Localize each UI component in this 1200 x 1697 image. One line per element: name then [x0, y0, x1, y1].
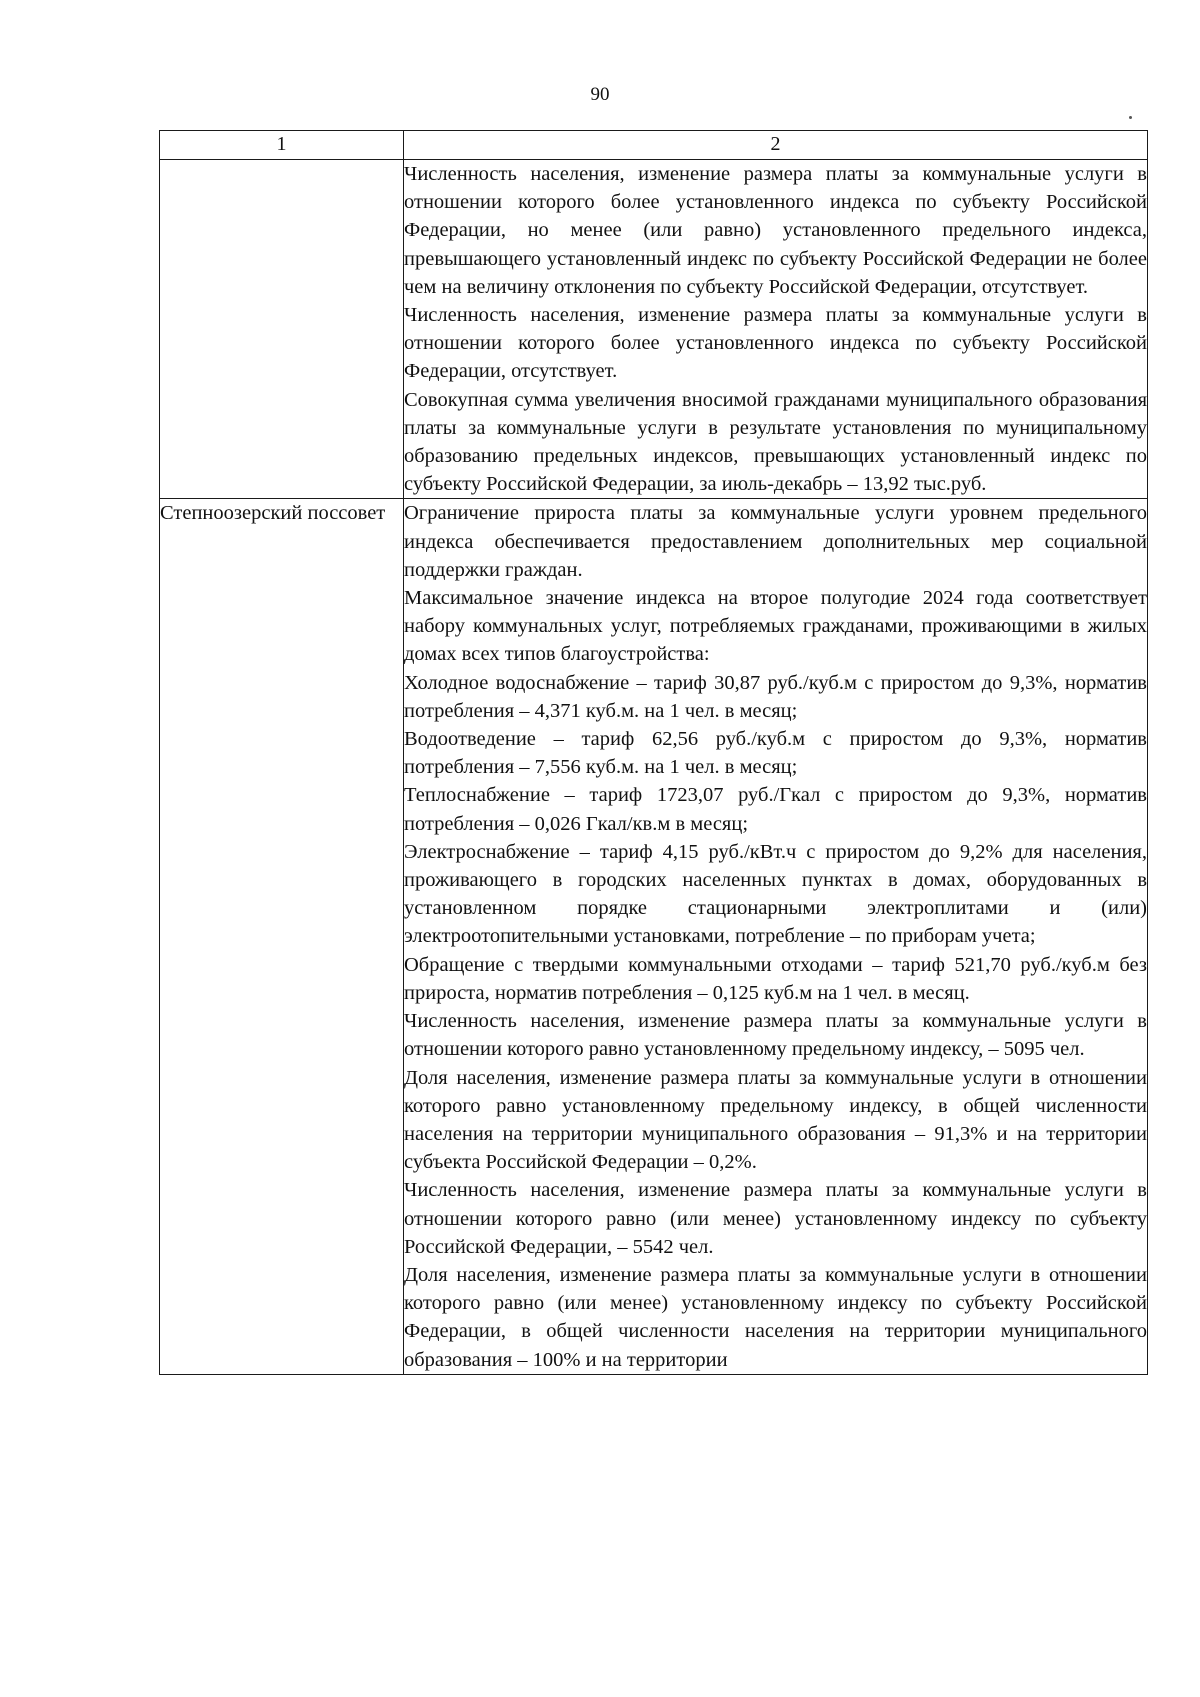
- header-col-1: 1: [160, 131, 404, 160]
- table-row-continued: [160, 160, 1148, 499]
- paragraph: Ограничение прироста платы за коммунальные услуги уровнем предельного индекса обеспечивается предоставлением дополнительных мер социальной поддержки граждан.: [404, 502, 1147, 581]
- paragraph: Численность населения, изменение размера платы за коммунальные услуги в отношении которого более установленного индекса по субъекту Российской Федерации, отсутствует.: [404, 304, 1147, 383]
- header-col-2: 2: [404, 131, 1148, 160]
- paragraph: Холодное водоснабжение – тариф 30,87 руб./куб.м с приростом до 9,3%, норматив потребления – 4,371 куб.м. на 1 чел. в месяц;: [404, 671, 1147, 722]
- indices-table: [159, 130, 1148, 1375]
- paragraph: Теплоснабжение – тариф 1723,07 руб./Гкал с приростом до 9,3%, норматив потребления – 0,026 Гкал/кв.м в месяц;: [404, 784, 1147, 835]
- paragraph: Электроснабжение – тариф 4,15 руб./кВт.ч с приростом до 9,2% для населения, проживающего в городских населенных пунктах в домах, оборудованных в установленном порядке стационарными электроплитами и (или) электроотопительными установками, потребление – по приборам учета;: [404, 840, 1147, 948]
- continued-content-cell: [404, 160, 1148, 499]
- paragraph: Обращение с твердыми коммунальными отходами – тариф 521,70 руб./куб.м без прироста, норматив потребления – 0,125 куб.м на 1 чел. в месяц.: [404, 953, 1147, 1004]
- table-header-row: [160, 131, 1148, 160]
- paragraph: Доля населения, изменение размера платы за коммунальные услуги в отношении которого равно (или менее) установленному индексу по субъекту Российской Федерации, в общей численности населения на территории муниципального образования – 100% и на территории: [404, 1263, 1147, 1371]
- scan-dot-mark: [1129, 116, 1132, 119]
- paragraph: Численность населения, изменение размера платы за коммунальные услуги в отношении которого равно установленному предельному индексу, – 5095 чел.: [404, 1010, 1147, 1061]
- paragraph: Максимальное значение индекса на второе полугодие 2024 года соответствует набору коммунальных услуг, потребляемых гражданами, проживающими в жилых домах всех типов благоустройства:: [404, 587, 1147, 666]
- empty-name-cell: [160, 160, 404, 499]
- paragraph: Численность населения, изменение размера платы за коммунальные услуги в отношении которого равно (или менее) установленному индексу по субъекту Российской Федерации, – 5542 чел.: [404, 1179, 1147, 1258]
- paragraph: Доля населения, изменение размера платы за коммунальные услуги в отношении которого равно установленному предельному индексу, в общей численности населения на территории муниципального образования – 91,3% и на территории субъекта Российской Федерации – 0,2%.: [404, 1066, 1147, 1174]
- table-row-stepnoozersky: [160, 499, 1148, 1374]
- paragraph: Водоотведение – тариф 62,56 руб./куб.м с приростом до 9,3%, норматив потребления – 7,556 куб.м. на 1 чел. в месяц;: [404, 728, 1147, 779]
- municipality-content-cell: [404, 499, 1148, 1374]
- paragraph: Численность населения, изменение размера платы за коммунальные услуги в отношении которого более установленного индекса по субъекту Российской Федерации, но менее (или равно) установленного предельного индекса, превышающего установленный индекс по субъекту Российской Федерации не более чем на величину отклонения по субъекту Российской Федерации, отсутствует.: [404, 163, 1147, 298]
- page-number: 90: [590, 84, 610, 105]
- paragraph: Совокупная сумма увеличения вносимой гражданами муниципального образования платы за коммунальные услуги в результате установления по муниципальному образованию предельных индексов, превышающих установленный индекс по субъекту Российской Федерации, за июль-декабрь – 13,92 тыс.руб.: [404, 388, 1147, 496]
- municipality-name: Степноозерский поссовет: [160, 499, 404, 1374]
